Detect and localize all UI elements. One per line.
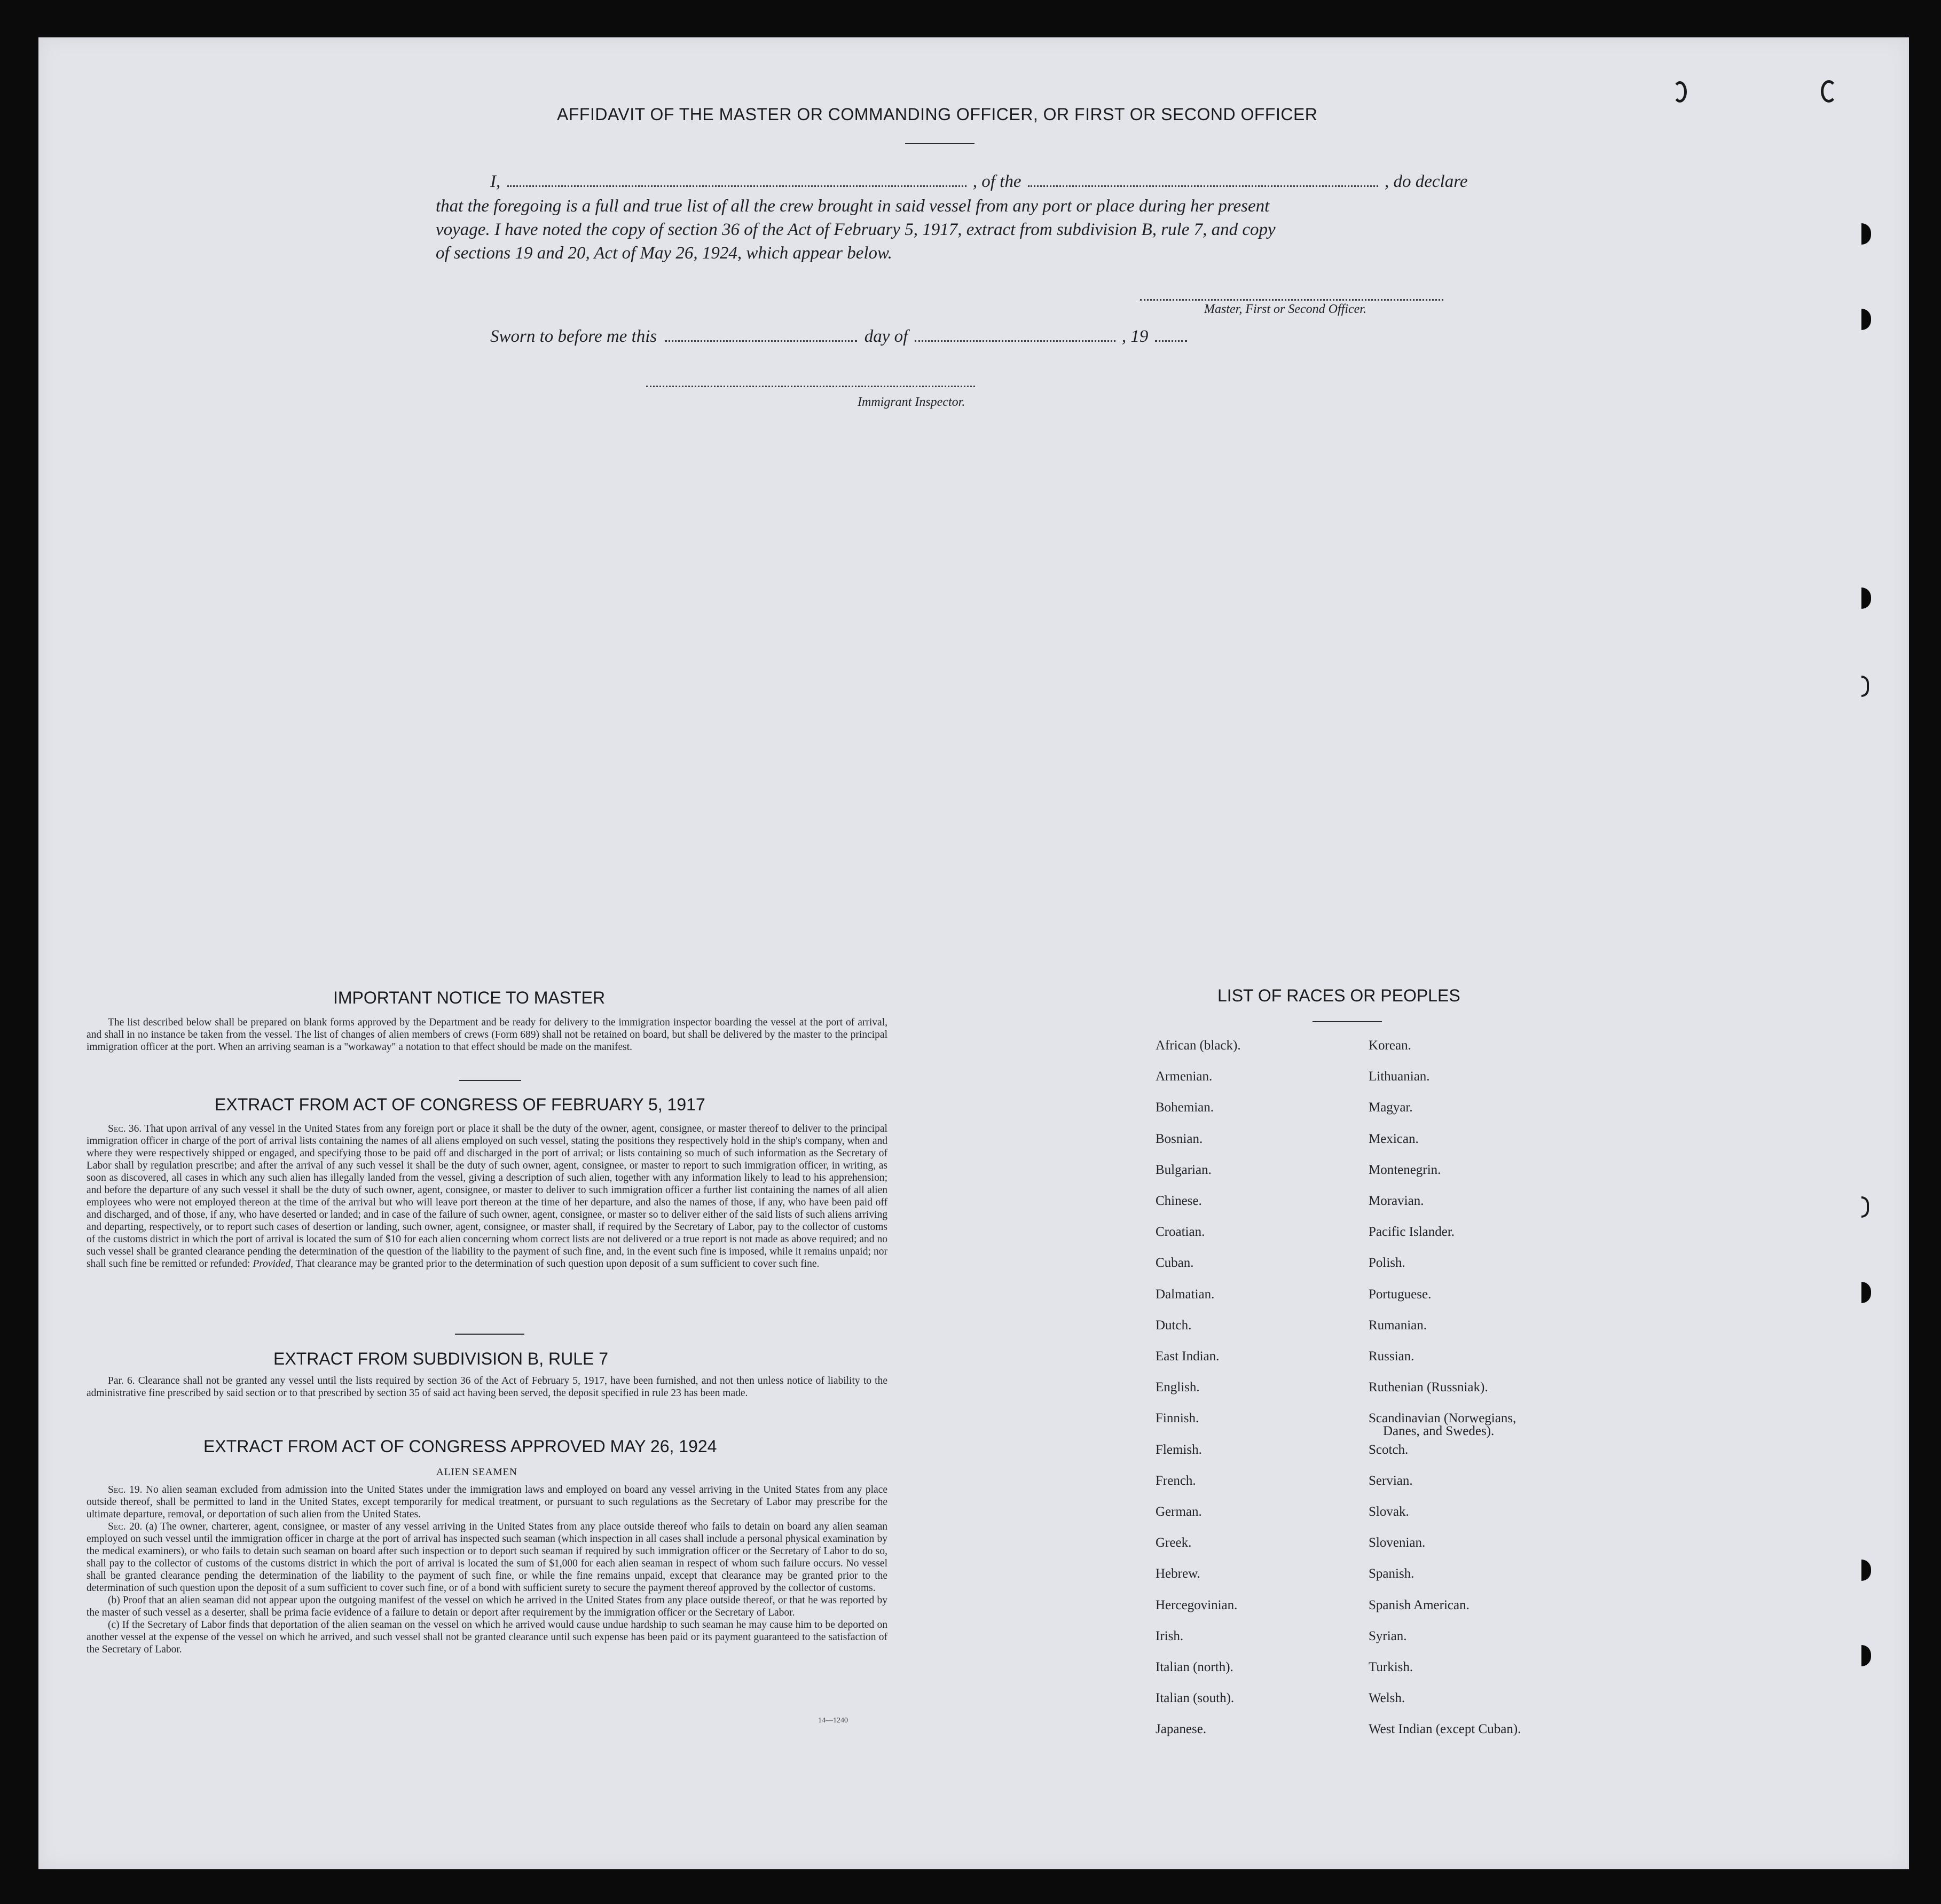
sec19-body: No alien seaman excluded from admission into the United States under the immigration laws and employed on board any vessel arriving in the United States from any place outside thereof, shall be permitted to land in the United States, except temporarily for medical treatment, or pursuant to such regulations as the Secretary of Labor may prescribe for the ultimate departure, removal, or deportation of such alien from the United States. [87, 1484, 887, 1520]
sec20-label: Sec. 20. [108, 1521, 143, 1532]
sec36-paragraph [87, 1123, 887, 1270]
race-item-continuation: Danes, and Swedes). [1383, 1424, 1495, 1439]
affidavit-title: AFFIDAVIT OF THE MASTER OR COMMANDING OFFICER, OR FIRST OR SECOND OFFICER [557, 105, 1318, 124]
sworn-day-of: day of [864, 327, 908, 346]
sworn-line [490, 327, 1189, 347]
race-item: English. [1156, 1380, 1200, 1395]
sec19-paragraph [87, 1484, 887, 1521]
sec36-body: That upon arrival of any vessel in the United States from any foreign port or place it shall be the duty of the owner, agent, consignee, or master thereof to deliver to the principal immigration officer in charge of the port of arrival lists containing the names of all aliens employed on such vessel, stating the positions they respectively hold in the ship's company, when and where they were respectively shipped or engaged, and specifying those to be paid off and discharged in the port of arrival; or lists containing so much of such information as the Secretary of Labor shall by regulation prescribe; and after the arrival of any such vessel it shall be the duty of such owner, agent, consignee, or master to report to such immigration officer, in writing, as soon as discovered, all cases in which any such alien has illegally landed from the vessel, giving a description of such alien, together with any information likely to lead to his apprehension; and before the departure of any such vessel it shall be the duty of such owner, agent, consignee, or master to deliver to such immigration officer a further list containing the names of all alien employees who were not employed thereon at the time of the arrival but who will leave port thereon at the time of her departure, and also the names of those, if any, who have been paid off and discharged, and of those, if any, who have deserted or landed; and in case of the failure of such owner, agent, consignee, or master so to deliver either of the said lists of such aliens arriving and departing, respectively, or to report such cases of desertion or landing, such owner, agent, consignee, or master shall, if required by the Secretary of Labor, pay to the collector of customs of the customs district in which the port of arrival is located the sum of $10 for each alien concerning whom correct lists are not delivered or a true report is not made as above required; and no such vessel shall be granted clearance pending the determination of the question of the liability to the payment of such fine, and, in the event such fine is imposed, while it remains unpaid; nor shall such fine be remitted or refunded: [87, 1123, 887, 1270]
race-item: Moravian. [1369, 1194, 1424, 1208]
race-item: Montenegrin. [1369, 1162, 1441, 1177]
race-item: Spanish American. [1369, 1597, 1469, 1612]
race-item: French. [1156, 1473, 1196, 1488]
race-item: Bulgarian. [1156, 1162, 1212, 1177]
race-item: Italian (north). [1156, 1660, 1233, 1674]
extract-1917-text [87, 1123, 887, 1270]
race-item: Spanish. [1369, 1566, 1415, 1581]
sec19-label: Sec. 19. [108, 1484, 143, 1495]
affidavit-line-3: voyage. I have noted the copy of section 36 of the Act of February 5, 1917, extract from subdivision B, rule 7, and copy [436, 220, 1276, 239]
race-item: German. [1156, 1505, 1202, 1519]
rule7-paragraph: Par. 6. Clearance shall not be granted any vessel until the lists required by section 36 of the Act of February 5, 1917, have been furnished, and not then unless notice of liability to the administrative fine prescribed by said section or to that prescribed by section 35 of said act having been served, the deposit specified in rule 23 has been made. [87, 1375, 887, 1399]
race-item: Armenian. [1156, 1069, 1213, 1084]
affidavit-line-4: of sections 19 and 20, Act of May 26, 1924, which appear below. [436, 244, 892, 263]
vessel-name-field[interactable] [1028, 182, 1378, 187]
race-item: Polish. [1369, 1256, 1405, 1271]
sec36-end: That clearance may be granted prior to the determination of such question upon deposit of a sum sufficient to cover such fine. [295, 1258, 820, 1270]
race-item: Dalmatian. [1156, 1287, 1215, 1302]
affidavit-of-the: , of the [972, 172, 1021, 191]
race-item: East Indian. [1156, 1349, 1220, 1364]
sec20b-paragraph: (b) Proof that an alien seaman did not appear upon the outgoing manifest of the vessel on which he arrived in the United States from any place outside thereof, or that he was reported by the master of such vessel as a deserter, shall be prima facie evidence of a failure to detain or deport after requirement by the immigration officer or the Secretary of Labor. [87, 1595, 887, 1618]
sec20a-body: (a) The owner, charterer, agent, consignee, or master of any vessel arriving in the United States from any place outside thereof who fails to detain on board any alien seaman employed on such vessel until the immigration officer in charge at the port of arrival has inspected such seaman (which inspection in all cases shall include a personal physical examination by the medical examiners), or who fails to detain such seaman on board after such inspection or to deport such seaman if required by such immigration officer or the Secretary of Labor to do so, shall pay to the collector of customs of the customs district in which the port of arrival is located the sum of $1,000 for each alien seaman in respect of whom such failure occurs. No vessel shall be granted clearance pending the determination of the liability to the payment of such fine, or while the fine remains unpaid, except that clearance may be granted prior to the determination of such question upon the deposit of a sum sufficient to cover such fine, or of a bond with sufficient surety to secure the payment thereof approved by the collector of customs. [87, 1521, 887, 1594]
race-item: Slovenian. [1369, 1535, 1426, 1550]
binder-hole [1821, 80, 1837, 103]
extract-1924-subtitle: ALIEN SEAMEN [436, 1467, 517, 1478]
sec20a-paragraph [87, 1521, 887, 1594]
race-item: Bohemian. [1156, 1100, 1214, 1115]
race-item: Ruthenian (Russniak). [1369, 1380, 1488, 1395]
race-item: Servian. [1369, 1473, 1413, 1488]
sec36-label: Sec. 36. [108, 1123, 142, 1134]
sworn-year-field[interactable] [1155, 336, 1187, 342]
race-item: Korean. [1369, 1038, 1411, 1053]
affidavit-line-1 [490, 172, 1467, 192]
master-signature-line[interactable] [1140, 299, 1443, 301]
affidavit-declare: , do declare [1384, 172, 1468, 191]
race-item: Dutch. [1156, 1318, 1192, 1333]
race-item: Bosnian. [1156, 1131, 1203, 1146]
race-item: Chinese. [1156, 1194, 1202, 1208]
affidavit-line-2: that the foregoing is a full and true list of all the crew brought in said vessel from any port or place during her present [436, 197, 1270, 216]
race-item: Irish. [1156, 1628, 1184, 1643]
notice-rule [459, 1080, 521, 1081]
extract-1924-text [87, 1484, 887, 1656]
race-item: Italian (south). [1156, 1691, 1235, 1706]
race-item: Syrian. [1369, 1628, 1407, 1643]
race-item: Japanese. [1156, 1722, 1207, 1737]
race-item: Hercegovinian. [1156, 1597, 1238, 1612]
extract-1917-title: EXTRACT FROM ACT OF CONGRESS OF FEBRUARY 5, 1917 [215, 1095, 705, 1114]
extract-rule7-title: EXTRACT FROM SUBDIVISION B, RULE 7 [273, 1349, 609, 1368]
race-item: Turkish. [1369, 1660, 1413, 1674]
race-item: African (black). [1156, 1038, 1241, 1053]
race-item: Magyar. [1369, 1100, 1413, 1115]
binder-hole [1673, 81, 1687, 103]
race-item: Cuban. [1156, 1256, 1194, 1271]
sworn-day-field[interactable] [665, 336, 857, 342]
extract-1917-rule [455, 1334, 524, 1335]
races-title: LIST OF RACES OR PEOPLES [1217, 986, 1460, 1005]
sworn-prefix: Sworn to before me this [490, 327, 657, 346]
race-item: Portuguese. [1369, 1287, 1432, 1302]
affidavit-title-rule [905, 143, 975, 144]
form-number: 14—1240 [818, 1717, 848, 1725]
race-item: Hebrew. [1156, 1566, 1200, 1581]
extract-rule7-text [87, 1375, 887, 1399]
affidavit-i: I, [490, 172, 501, 191]
race-item: Croatian. [1156, 1225, 1205, 1240]
race-item: Slovak. [1369, 1505, 1409, 1519]
race-item: Russian. [1369, 1349, 1415, 1364]
notice-paragraph: The list described below shall be prepared on blank forms approved by the Department and be ready for delivery to the immigration inspector boarding the vessel at the port of arrival, and shall in no instance be taken from the vessel. The list of changes of alien members of crews (Form 689) shall not be retained on board, but shall be delivered by the master to the principal immigration officer at the port. When an arriving seaman is a "workaway" a notation to that effect should be made on the manifest. [87, 1017, 887, 1053]
notice-text [87, 1016, 887, 1053]
race-item: Scandinavian (Norwegians, [1369, 1411, 1516, 1426]
sworn-month-field[interactable] [915, 336, 1115, 342]
race-item: West Indian (except Cuban). [1369, 1722, 1521, 1737]
inspector-signature-label: Immigrant Inspector. [858, 395, 965, 409]
race-item: Rumanian. [1369, 1318, 1427, 1333]
race-item: Lithuanian. [1369, 1069, 1430, 1084]
races-title-rule [1313, 1021, 1382, 1022]
race-item: Finnish. [1156, 1411, 1199, 1426]
race-item: Flemish. [1156, 1442, 1202, 1457]
sworn-year: , 19 [1121, 327, 1149, 346]
master-signature-label: Master, First or Second Officer. [1204, 302, 1366, 316]
race-item: Mexican. [1369, 1131, 1419, 1146]
sec20c-paragraph: (c) If the Secretary of Labor finds that deportation of the alien seaman on the vessel on which he arrived would cause undue hardship to such seaman he may cause him to be deported on another vessel at the expense of the vessel on which he arrived, and such vessel shall not be granted clearance until such expense has been paid or its payment guaranteed to the satisfaction of the Secretary of Labor. [87, 1619, 887, 1655]
notice-title: IMPORTANT NOTICE TO MASTER [333, 988, 606, 1007]
race-item: Greek. [1156, 1535, 1192, 1550]
race-item: Welsh. [1369, 1691, 1405, 1706]
inspector-signature-line[interactable] [646, 386, 975, 387]
sec36-provided: Provided, [253, 1258, 293, 1270]
affiant-name-field[interactable] [507, 182, 966, 187]
race-item: Pacific Islander. [1369, 1225, 1455, 1240]
extract-1924-title: EXTRACT FROM ACT OF CONGRESS APPROVED MAY 26, 1924 [203, 1437, 717, 1456]
race-item: Scotch. [1369, 1442, 1409, 1457]
